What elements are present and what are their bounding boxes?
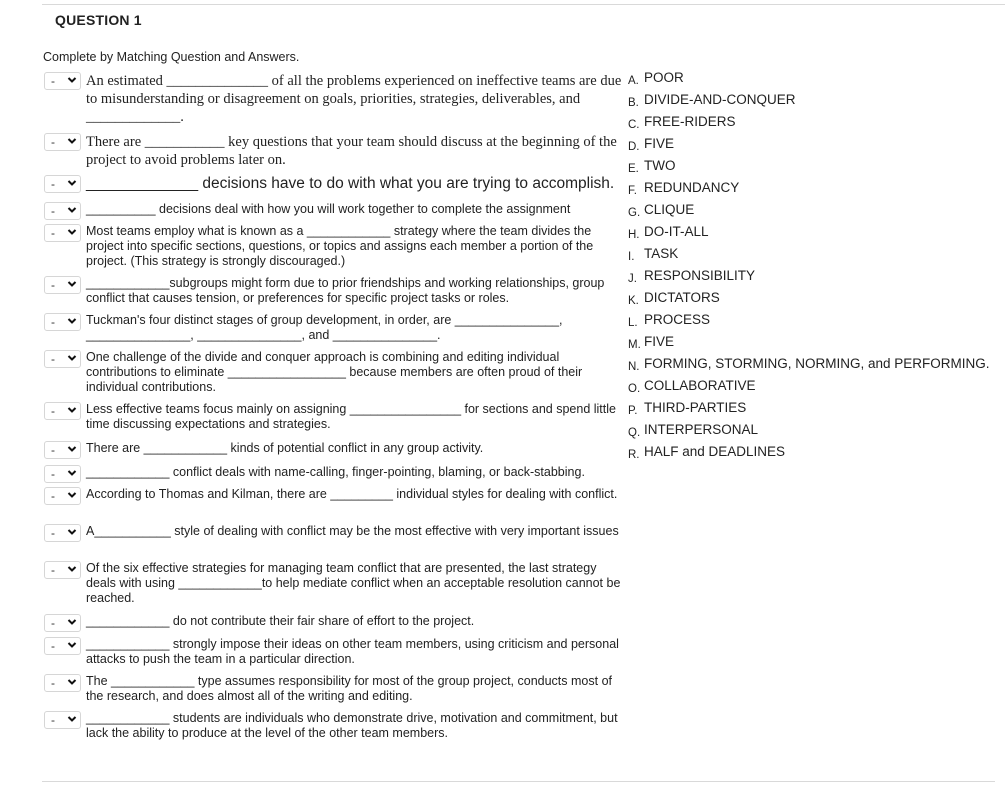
- question-text: Most teams employ what is known as a ____________ strategy where the team divides the project into specific sections, questions, or topics and assigns each member a portion of the project. (This strategy is strongly discouraged.): [86, 224, 594, 268]
- answer-option: D. FIVE: [628, 136, 675, 153]
- chevron-down-icon: [67, 353, 77, 363]
- chevron-down-icon: [67, 405, 77, 415]
- answer-select[interactable]: [44, 175, 81, 193]
- answer-option: J. RESPONSIBILITY: [628, 268, 756, 285]
- select-value: -: [51, 226, 55, 240]
- chevron-down-icon: [67, 617, 77, 627]
- question-text: ____________ do not contribute their fair share of effort to the project.: [86, 614, 475, 628]
- chevron-down-icon: [67, 205, 77, 215]
- chevron-down-icon: [67, 677, 77, 687]
- chevron-down-icon: [67, 444, 77, 454]
- answer-select[interactable]: [44, 637, 81, 655]
- chevron-down-icon: [67, 178, 77, 188]
- answer-select[interactable]: [44, 614, 81, 632]
- select-value: -: [51, 467, 55, 481]
- answer-option: L. PROCESS: [628, 312, 711, 329]
- answer-option: M. FIVE: [628, 334, 675, 351]
- select-value: -: [51, 404, 55, 418]
- answer-select[interactable]: [44, 487, 81, 505]
- question-text: There are ___________ key questions that your team should discuss at the beginning of the project to avoid problems later on.: [86, 134, 617, 168]
- question-text: _____________ decisions have to do with what you are trying to accomplish.: [86, 175, 615, 192]
- question-text: __________ decisions deal with how you will work together to complete the assignment: [86, 202, 571, 216]
- answer-option: G. CLIQUE: [628, 202, 695, 219]
- question-text: An estimated ______________ of all the problems experienced on ineffective teams are due to misunderstanding or disagreement on goals, priorities, strategies, deliverables, and _____________.: [86, 73, 622, 125]
- answer-select[interactable]: [44, 350, 81, 368]
- question-text: The ____________ type assumes responsibility for most of the group project, conducts most of the research, and does almost all of the writing and editing.: [86, 674, 612, 703]
- select-value: -: [51, 278, 55, 292]
- question-title: QUESTION 1: [55, 12, 142, 28]
- answer-option: N. FORMING, STORMING, NORMING, and PERFORMING.: [628, 356, 990, 373]
- chevron-down-icon: [67, 227, 77, 237]
- select-value: -: [51, 443, 55, 457]
- question-text: Less effective teams focus mainly on assigning ________________ for sections and spend little time discussing expectations and strategies.: [86, 402, 616, 431]
- select-value: -: [51, 713, 55, 727]
- answer-option: F. REDUNDANCY: [628, 180, 740, 197]
- chevron-down-icon: [67, 527, 77, 537]
- question-text: One challenge of the divide and conquer approach is combining and editing individual contributions to eliminate _________________ because members are often proud of their individual contributions.: [86, 350, 583, 394]
- chevron-down-icon: [67, 316, 77, 326]
- question-text: ____________ conflict deals with name-calling, finger-pointing, blaming, or back-stabbing.: [86, 465, 585, 479]
- answer-select[interactable]: [44, 133, 81, 151]
- question-text: A___________ style of dealing with conflict may be the most effective with very important issues: [86, 524, 619, 538]
- answer-option: A. POOR: [628, 70, 684, 87]
- chevron-down-icon: [67, 75, 77, 85]
- select-value: -: [51, 563, 55, 577]
- answer-option: C. FREE-RIDERS: [628, 114, 736, 131]
- chevron-down-icon: [67, 640, 77, 650]
- chevron-down-icon: [67, 468, 77, 478]
- answer-select[interactable]: [44, 711, 81, 729]
- select-value: -: [51, 352, 55, 366]
- chevron-down-icon: [67, 564, 77, 574]
- select-value: -: [51, 676, 55, 690]
- question-text: Tuckman's four distinct stages of group development, in order, are _______________, _______________, _______________, and _______________.: [86, 313, 563, 342]
- question-text: Of the six effective strategies for managing team conflict that are presented, the last strategy deals with using ____________to help mediate conflict when an acceptable resolution cannot be reached.: [86, 561, 621, 605]
- answer-select[interactable]: [44, 224, 81, 242]
- top-divider: [42, 4, 1005, 5]
- answer-option: Q. INTERPERSONAL: [628, 422, 759, 439]
- answer-option: K. DICTATORS: [628, 290, 720, 307]
- answer-select[interactable]: [44, 313, 81, 331]
- select-value: -: [51, 135, 55, 149]
- select-value: -: [51, 526, 55, 540]
- chevron-down-icon: [67, 279, 77, 289]
- answer-select[interactable]: [44, 561, 81, 579]
- answer-option: O. COLLABORATIVE: [628, 378, 756, 395]
- question-text: ____________ students are individuals who demonstrate drive, motivation and commitment, but lack the ability to produce at the level of the other team members.: [86, 711, 618, 740]
- answer-select[interactable]: [44, 441, 81, 459]
- answer-option: H. DO-IT-ALL: [628, 224, 709, 241]
- answer-option: I. TASK: [628, 246, 679, 263]
- answer-select[interactable]: [44, 465, 81, 483]
- select-value: -: [51, 315, 55, 329]
- chevron-down-icon: [67, 714, 77, 724]
- answer-option: B. DIVIDE-AND-CONQUER: [628, 92, 796, 109]
- answer-select[interactable]: [44, 402, 81, 420]
- select-value: -: [51, 616, 55, 630]
- answer-select[interactable]: [44, 524, 81, 542]
- instructions: Complete by Matching Question and Answers.: [43, 50, 300, 64]
- select-value: -: [51, 639, 55, 653]
- bottom-divider: [42, 781, 995, 782]
- question-text: There are ____________ kinds of potential conflict in any group activity.: [86, 441, 484, 455]
- chevron-down-icon: [67, 490, 77, 500]
- chevron-down-icon: [67, 136, 77, 146]
- answer-select[interactable]: [44, 72, 81, 90]
- select-value: -: [51, 177, 55, 191]
- question-text: According to Thomas and Kilman, there are _________ individual styles for dealing with conflict.: [86, 487, 618, 501]
- answer-select[interactable]: [44, 674, 81, 692]
- question-text: ____________ strongly impose their ideas on other team members, using criticism and personal attacks to push the team in a particular direction.: [86, 637, 619, 666]
- answer-select[interactable]: [44, 276, 81, 294]
- select-value: -: [51, 204, 55, 218]
- answer-option: E. TWO: [628, 158, 676, 175]
- select-value: -: [51, 489, 55, 503]
- answer-select[interactable]: [44, 202, 81, 220]
- question-text: ____________subgroups might form due to prior friendships and working relationships, group conflict that causes tension, or preferences for specific project tasks or roles.: [86, 276, 605, 305]
- answer-option: P. THIRD-PARTIES: [628, 400, 747, 417]
- answer-option: R. HALF and DEADLINES: [628, 444, 786, 461]
- select-value: -: [51, 74, 55, 88]
